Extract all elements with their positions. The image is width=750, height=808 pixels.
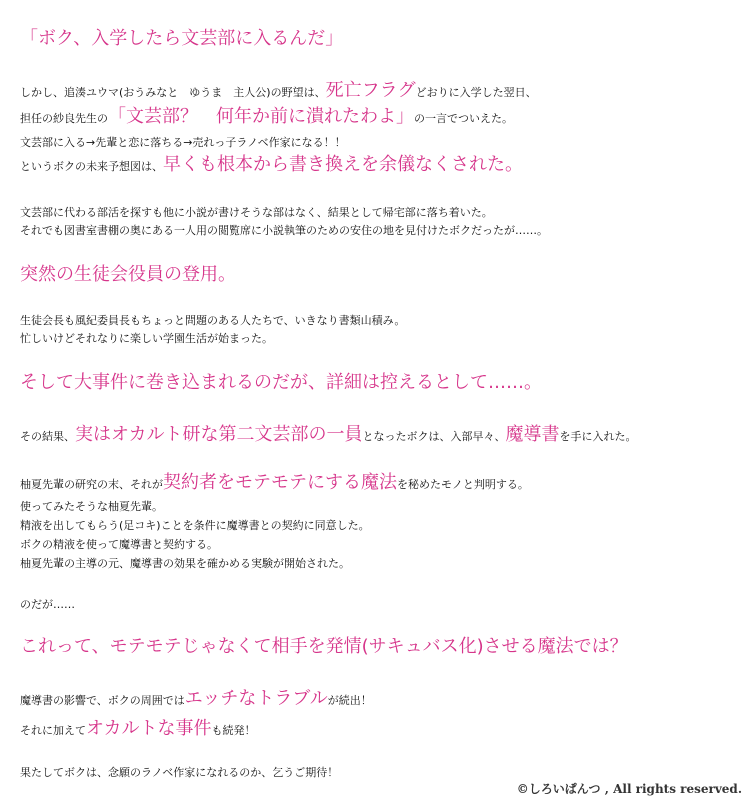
p8-line: 果たしてボクは、念願のラノベ作家になれるのか、乞うご期待！ [20, 766, 339, 779]
text: しかし、追湊ユウマ(おうみなと ゆうま 主人公)の野望は、 [20, 86, 326, 99]
highlight-text: オカルトな事件 [86, 718, 212, 739]
p4-line [20, 424, 636, 446]
copyright-notice: ©しろいぱんつ , All rights reserved. [516, 782, 742, 796]
highlight-text: 「文芸部？ 何年か前に潰れたわよ」 [108, 106, 414, 127]
text: も続発！ [211, 724, 256, 737]
heading-student-council: 突然の生徒会役員の登用。 [20, 264, 236, 285]
p2-line2: それでも図書室書棚の奥にある一人用の閲覧席に小説執筆のための安住の地を見付けたボクだったが……。 [20, 224, 548, 237]
p1-line4 [20, 154, 523, 176]
highlight-text: 魔導書 [505, 424, 560, 445]
p1-line2 [20, 106, 513, 128]
text: というボクの未来予想図は、 [20, 160, 163, 173]
text: を秘めたモノと判明する。 [397, 478, 529, 491]
p1-line3: 文芸部に入る→先輩と恋に落ちる→売れっ子ラノベ作家になる！！ [20, 136, 346, 149]
heading-succubus-question: これって、モテモテじゃなくて相手を発情(サキュバス化)させる魔法では？ [20, 636, 628, 657]
p2-line1: 文芸部に代わる部活を探すも他に小説が書けそうな部はなく、結果として帰宅部に落ち着いた。 [20, 206, 493, 219]
text: どおりに入学した翌日、 [415, 86, 537, 99]
p5-line5: 柚夏先輩の主導の元、魔導書の効果を確かめる実験が開始された。 [20, 557, 350, 570]
p7-line2 [20, 718, 255, 740]
heading-incident: そして大事件に巻き込まれるのだが、詳細は控えるとして……。 [20, 372, 542, 393]
p5-line1 [20, 472, 529, 494]
highlight-text: エッチなトラブル [184, 688, 328, 709]
text: その結果、 [20, 430, 75, 443]
p5-line4: ボクの精液を使って魔導書と契約する。 [20, 538, 218, 551]
text: を手に入れた。 [559, 430, 637, 443]
p7-line1 [20, 688, 372, 710]
p3-line1: 生徒会長も風紀委員長もちょっと問題のある人たちで、いきなり書類山積み。 [20, 314, 406, 327]
text: 担任の紗良先生の [20, 112, 108, 125]
p5-line3: 精液を出してもらう(足コキ)ことを条件に魔導書との契約に同意した。 [20, 519, 370, 532]
p5-line2: 使ってみたそうな柚夏先輩。 [20, 500, 163, 513]
text: が続出！ [327, 694, 372, 707]
p3-line2: 忙しいけどそれなりに楽しい学園生活が始まった。 [20, 332, 273, 345]
text: となったボクは、入部早々、 [362, 430, 506, 443]
highlight-text: 実はオカルト研な第二文芸部の一員 [75, 424, 363, 445]
p6-line: のだが…… [20, 598, 75, 611]
text: それに加えて [20, 724, 86, 737]
text: の一言でついえた。 [414, 112, 513, 125]
highlight-text: 死亡フラグ [325, 80, 416, 101]
heading-intro-quote: 「ボク、入学したら文芸部に入るんだ」 [20, 28, 344, 49]
highlight-text: 契約者をモテモテにする魔法 [163, 472, 397, 493]
text: 魔導書の影響で、ボクの周囲では [20, 694, 185, 707]
highlight-text: 早くも根本から書き換えを余儀なくされた。 [163, 154, 523, 175]
p1-line1 [20, 80, 537, 102]
text: 柚夏先輩の研究の末、それが [20, 478, 163, 491]
